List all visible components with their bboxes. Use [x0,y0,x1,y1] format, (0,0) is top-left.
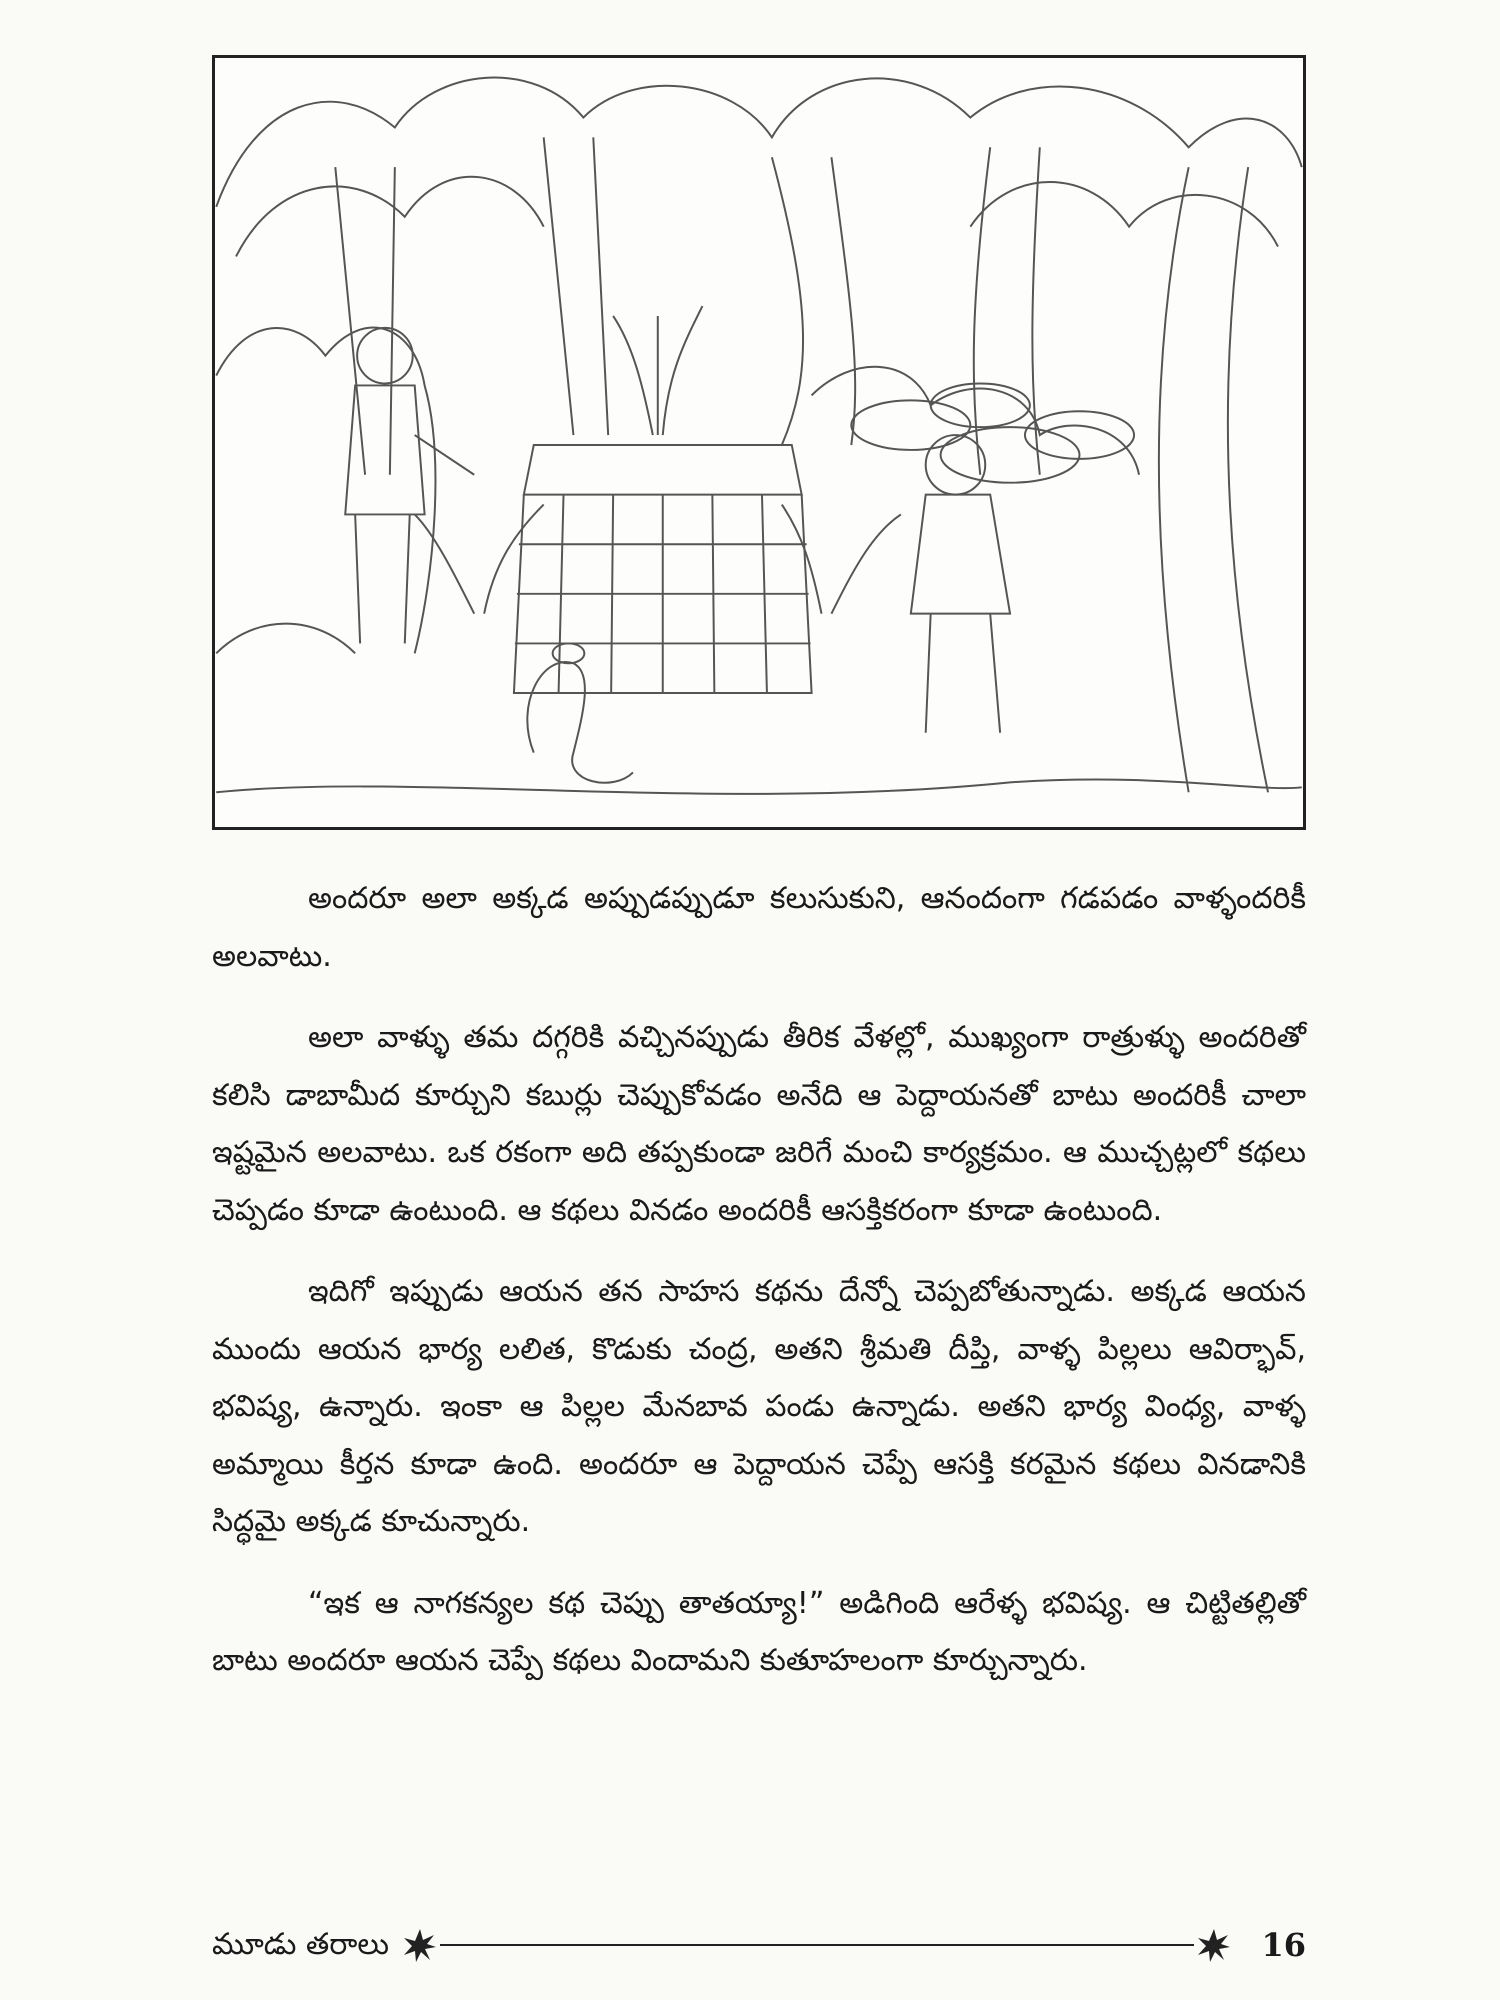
page-footer [212,1915,1306,1975]
paragraph-3: ఇదిగో ఇప్పుడు ఆయన తన సాహస కథను దేన్నో చెప్పబోతున్నాడు. అక్కడ ఆయన ముందు ఆయన భార్య లలిత, కొడుకు చంద్ర, అతని శ్రీమతి దీప్తి, వాళ్ళ పిల్లలు ఆవిర్భావ్, భవిష్య, ఉన్నారు. ఇంకా ఆ పిల్లల మేనబావ పండు ఉన్నాడు. అతని భార్య వింధ్య, వాళ్ళ అమ్మాయి కీర్తన కూడా ఉంది. అందరూ ఆ పెద్దాయన చెప్పే ఆసక్తి కరమైన కథలు వినడానికి సిద్ధమై అక్కడ కూచున్నారు. [212,1274,1306,1539]
body-text [212,870,1306,1714]
starburst-icon [1198,1929,1230,1962]
starburst-icon [404,1929,436,1962]
footer-divider [402,1927,1232,1963]
paragraph-4: “ఇక ఆ నాగకన్యల కథ చెప్పు తాతయ్యా!” అడిగింది ఆరేళ్ళ భవిష్య. ఆ చిట్టితల్లితో బాటు అందరూ ఆయన చెప్పే కథలు విందామని కుతూహలంగా కూర్చున్నారు. [212,1585,1306,1678]
book-title: మూడు తరాలు [212,1927,389,1962]
paragraph-1: అందరూ అలా అక్కడ అప్పుడప్పుడూ కలుసుకుని, ఆనందంగా గడపడం వాళ్ళందరికీ అలవాటు. [212,881,1306,974]
page-number: 16 [1261,1926,1306,1964]
illustration [212,55,1306,830]
forest-well-sketch-icon [215,58,1303,827]
paragraph-2: అలా వాళ్ళు తమ దగ్గరికి వచ్చినప్పుడు తీరిక వేళల్లో, ముఖ్యంగా రాత్రుళ్ళు అందరితో కలిసి డాబామీద కూర్చుని కబుర్లు చెప్పుకోవడం అనేది ఆ పెద్దాయనతో బాటు అందరికీ చాలా ఇష్టమైన అలవాటు. ఒక రకంగా అది తప్పకుండా జరిగే మంచి కార్యక్రమం. ఆ ముచ్చట్లలో కథలు చెప్పడం కూడా ఉంటుంది. ఆ కథలు వినడం అందరికీ ఆసక్తికరంగా కూడా ఉంటుంది. [212,1020,1306,1228]
